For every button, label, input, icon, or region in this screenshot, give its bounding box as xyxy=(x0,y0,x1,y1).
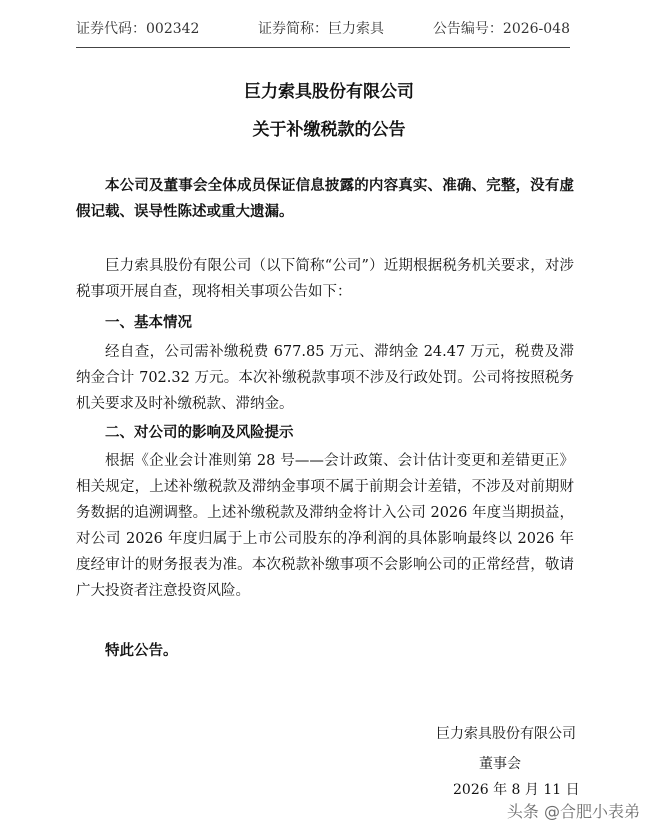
security-code: 证券代码：002342 xyxy=(76,21,200,37)
section-1-body: 经自查，公司需补缴税费 677.85 万元、滞纳金 24.47 万元，税费及滞纳金合计 702.32 万元。本次补缴税款事项不涉及行政处罚。公司将按照税务机关要求及时补缴税款、滞纳金。 xyxy=(76,344,574,412)
announcement-header xyxy=(76,18,570,40)
company-title: 巨力索具股份有限公司 xyxy=(244,82,414,102)
section-1-heading: 一、基本情况 xyxy=(105,315,192,331)
section-2-body: 根据《企业会计准则第 28 号——会计政策、会计估计变更和差错更正》相关规定，上述补缴税款及滞纳金事项不属于前期会计差错，不涉及对前期财务数据的追溯调整。上述补缴税款及滞纳金将计入公司 2026 年度当期损益，对公司 2026 年度归属于上市公司股东的净利润的具体影响最终以 2026 年度经审计的财务报表为准。本次税款补缴事项不会影响公司的正常经营，敬请广大投资者注意投资风险。 xyxy=(76,453,574,599)
source-watermark: 头条 @合肥小表弟 xyxy=(506,802,640,821)
notice-number: 公告编号：2026-048 xyxy=(432,21,570,37)
signature-company: 巨力索具股份有限公司 xyxy=(436,726,576,742)
closing-statement: 特此公告。 xyxy=(105,643,178,659)
header-divider xyxy=(76,47,570,48)
section-2-heading: 二、对公司的影响及风险提示 xyxy=(105,425,294,441)
signature-date: 2026 年 8 月 11 日 xyxy=(453,782,580,798)
disclosure-statement: 本公司及董事会全体成员保证信息披露的内容真实、准确、完整，没有虚假记载、误导性陈述或重大遗漏。 xyxy=(76,178,574,220)
announcement-title: 关于补缴税款的公告 xyxy=(252,120,406,140)
security-abbreviation: 证券简称：巨力索具 xyxy=(258,21,384,37)
intro-paragraph: 巨力索具股份有限公司（以下简称“公司”）近期根据税务机关要求，对涉税事项开展自查，现将相关事项公告如下： xyxy=(76,258,574,300)
signature-board: 董事会 xyxy=(479,756,521,772)
